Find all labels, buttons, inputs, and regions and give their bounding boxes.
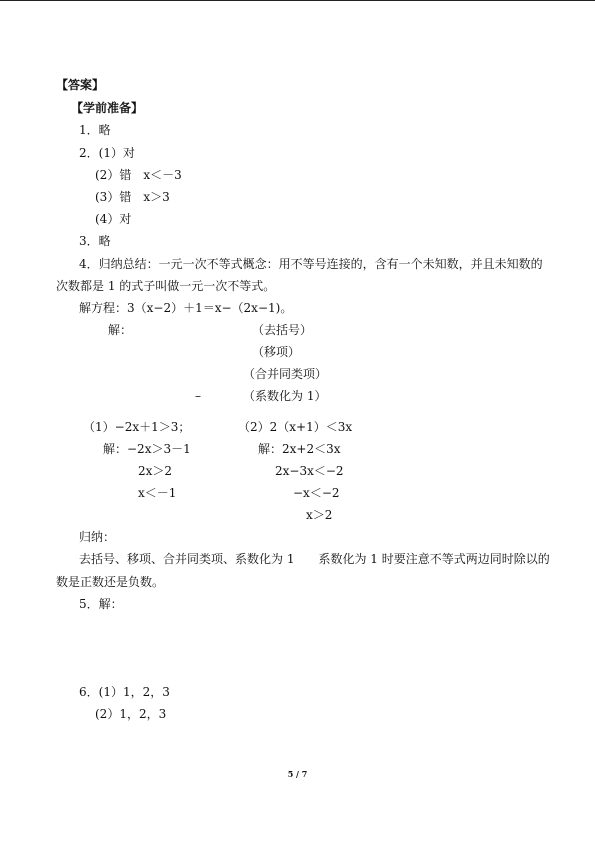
ex1-line3: x＜－1 xyxy=(138,486,177,500)
q4-step-transpose: （移项） xyxy=(252,345,301,359)
ex1-line2: 2x＞2 xyxy=(138,464,173,478)
q5-answer: 5．解： xyxy=(79,597,123,611)
conclusion-line1: 去括号、移项、合并同类项、系数化为 1 系数化为 1 时要注意不等式两边同时除以的 xyxy=(79,552,550,566)
q4-solve-label: 解： xyxy=(108,323,133,337)
conclusion-line2: 数是正数还是负数。 xyxy=(56,575,165,589)
ex2-line2: 2x−3x＜−2 xyxy=(275,464,344,478)
conclusion-label: 归纳： xyxy=(79,530,116,544)
q4-summary-line2: 次数都是 1 的式子叫做一元一次不等式。 xyxy=(56,279,276,293)
q4-equation: 解方程：3（x−2）＋1＝x−（2x−1)。 xyxy=(79,301,293,315)
ex2-line3: −x＜−2 xyxy=(293,486,340,500)
page-number: 5 / 7 xyxy=(287,769,308,779)
q2-part4: (4）对 xyxy=(95,212,132,226)
q4-step-expand: （去括号） xyxy=(252,323,313,337)
section-heading: 【学前准备】 xyxy=(71,101,144,115)
q4-dash: – xyxy=(195,389,201,403)
ex2-line1: 解：2x+2＜3x xyxy=(258,442,341,456)
q4-step-coefficient: （系数化为 1） xyxy=(243,389,327,403)
q2-part3: (3）错 x＞3 xyxy=(95,190,170,204)
ex1-title: （1）−2x＋1＞3； xyxy=(83,420,191,434)
q6-part2: (2）1，2，3 xyxy=(95,707,167,721)
q2-part1: 2．(1）对 xyxy=(79,146,135,160)
ex1-line1: 解：−2x＞3－1 xyxy=(103,442,191,456)
ex2-line4: x＞2 xyxy=(306,508,333,522)
q3-answer: 3．略 xyxy=(79,234,111,248)
q2-part2: (2）错 x＜－3 xyxy=(95,168,182,182)
q4-summary-line1: 4．归纳总结：一元一次不等式概念：用不等号连接的，含有一个未知数，并且未知数的 xyxy=(79,257,543,271)
answer-heading: 【答案】 xyxy=(56,78,105,92)
q1-answer: 1．略 xyxy=(79,123,111,137)
ex2-title: （2）2（x+1）＜3x xyxy=(238,420,353,434)
q6-part1: 6．(1）1，2，3 xyxy=(79,685,170,699)
page-top-rule xyxy=(0,0,595,1)
q4-step-combine: （合并同类项） xyxy=(243,367,328,381)
